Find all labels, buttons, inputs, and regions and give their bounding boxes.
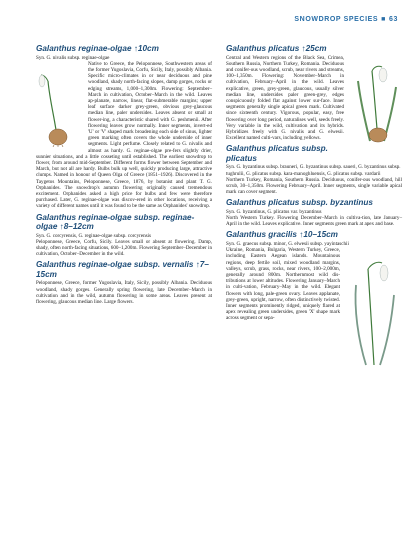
bullet-separator: ■ <box>381 16 386 23</box>
snowdrop-illustration-gracilis <box>344 249 402 367</box>
entry-body-subsp-reginae-olgae: Peloponnese, Greece, Corfu, Sicily. Leaves small or absent at flowering. Damp, shady, often north-facing situations, 600–1,200m. Flowering September–December in cultivation, October–December in the wild. <box>36 238 212 258</box>
left-column <box>36 44 212 308</box>
entry-synonyms: Syn. G. graecus subsp. minor, G. elwesii subsp. yayintaschii <box>226 240 349 247</box>
entry-body-plicatus: Central and Western regions of the Black Sea, Crimea, Southern Russia, Northern Turkey, Romania. Deciduous and conifer-ous woodland, scrub, near rivers and streams, 100–1,350m. Flowering: November–March in cultivation, February–April in the wild. Leaves explicative, green, grey-green, glaucous, usually silver median line, undersides paler green-grey, edges conspicuously folded flat against lower sur-face. Inner segments generally single apical green mark. Cultivated since sixteenth century. Vigorous, popular, easy, free flowering over long period, naturalises well, seeds freely. Very variable in the wild, cultivation and its hybrids. Hybridizes freely with G. nivalis and G. elwesii. Excellent named culti-vars, including yellows. <box>226 54 344 142</box>
entry-title-subsp-reginae-olgae: Galanthus reginae-olgae subsp. reginae-olgae ↑8–12cm <box>36 212 195 232</box>
entry-body-gracilis: Ukraine, Romania, Bulgaria, Western Turkey, Greece, including Eastern Aegean islands. Mountainous regions, deep fertile soil, mixed woodland margins, valleys, scrub, grass, rocks, near rivers, 100–2,000m, generally around 800m. Northernmost wild dis-tributions at lower altitudes. Flowering January–March in culti-vation, February–May in the wild. Elegant flowers with long, pale-green ovary. Leaves applanate, grey-green, upright, narrow, often distinctively twisted. Inner segments prominently ridged, uniquely flared at apex revealing green undersides, green 'X' shape mark across segment or sepa- <box>226 247 340 322</box>
entry-title-plicatus-subsp-byzantinus: Galanthus plicatus subsp. byzantinus <box>226 198 373 208</box>
entry-body-plicatus-subsp-plicatus: Northern Turkey, Romania, Southern Russia. Deciduous, conifer-ous woodland, hill scrub, 30–1,350m. Flowering February–April. Inner segments, single variable apical mark can cover segment. <box>226 176 402 196</box>
entry-title-plicatus: Galanthus plicatus ↑25cm <box>226 44 327 53</box>
right-column <box>226 44 402 369</box>
entry-title-subsp-vernalis: Galanthus reginae-olgae subsp. vernalis ↑7–15cm <box>36 260 209 279</box>
entry-body-plicatus-subsp-byzantinus: North Western Turkey. Flowering December–March in cultiva-tion, late January–April in the wild. Leaves explicative. Inner segments green mark at apex and base. <box>226 215 402 228</box>
entry-synonyms: Syn. G. byzantinus subsp. brauneri, G. byzantinus subsp. saueri, G. byzantinus subsp. tughrulii, G. plicatus subsp. kara-manoghluensis, G. plicatus subsp. vardarii <box>226 164 401 177</box>
snowdrop-illustration-plicatus <box>348 57 402 143</box>
running-head <box>294 16 398 23</box>
entry-synonyms: Syn. G. nivalis subsp. reginae-olgae <box>36 54 110 61</box>
section-title: SNOWDROP SPECIES <box>294 16 379 23</box>
entry-body-reginae-olgae: Native to Greece, the Peloponnese, Southwestern areas of the former Yugoslavia, Corfu, Sicily, Italy, possibly Albania. Specific micro-climates in or near deciduous and pine woodland, shady north-facing slopes, damp gorges, rocks or edging streams, 1,000–1,300m. Flowering: September–March in cultivation, October–March in the wild. Leaves ap-planate, narrow, linear, flat-submerable margins; upper leaf surface darker grey-green, obvious grey-glaucous median line, paler undersides. Leaves absent or small at flower-ing, a characteristic shared with G. peshmenii. After flowering leaves grow normally. Inner segments, invert-ed 'U' or 'V' shaped mark broadening each side of sinus, lighter green marking often covers the whole underside of inner segments. Light perfume. Closely related to G. nivalis and almost as hardy. G. reginae-olgae pre-fers slightly drier, sunnier situations, and a little cosseting until established. The earliest snowdrop to flower, from around mid-September. Different forms flower between September and March, but not all are hardy. Bulbs bulk up well, quickly producing large, attractive clumps. Named in honour of Queen Olga of Greece (1851–1926). Discovered in the Taygetos Mountains, Peloponnese, Greece, 1876, by botanist and plant T. G. Orphanides. The snowdrop's autumn flowering originally caused tremendous excitement. Orphanides asked a high price for bulbs and few were therefore purchased. Later, G. reginae-olgae was discov-ered in other locations, receiving a variety of different names until it was found to be the same as Orphanides' snowdrop. <box>36 60 212 210</box>
entry-body-subsp-vernalis: Peloponnese, Greece, former Yugoslavia, Italy, Sicily, possibly Albania. Deciduous woodland, shady gorges. Generally spring flowering, late December–March in cultivation and in the wild, autumn flowering in some areas. Leaves present at flowering, glaucous median line. Large flowers. <box>36 280 212 305</box>
snowdrop-illustration-left <box>36 63 84 147</box>
entry-title-gracilis: Galanthus gracilis ↑10–15cm <box>226 230 338 240</box>
entry-synonyms: Syn. G. byzantinus, G. plicatus var. byzantinus <box>226 208 322 215</box>
entry-title-plicatus-subsp-plicatus: Galanthus plicatus subsp. plicatus <box>226 144 328 163</box>
page-number: 63 <box>389 16 398 23</box>
entry-synonyms: Syn. G. corcyrensis, G. reginae-olgae subsp. corcyrensis <box>36 232 152 239</box>
entry-title-reginae-olgae: Galanthus reginae-olgae ↑10cm <box>36 44 159 53</box>
